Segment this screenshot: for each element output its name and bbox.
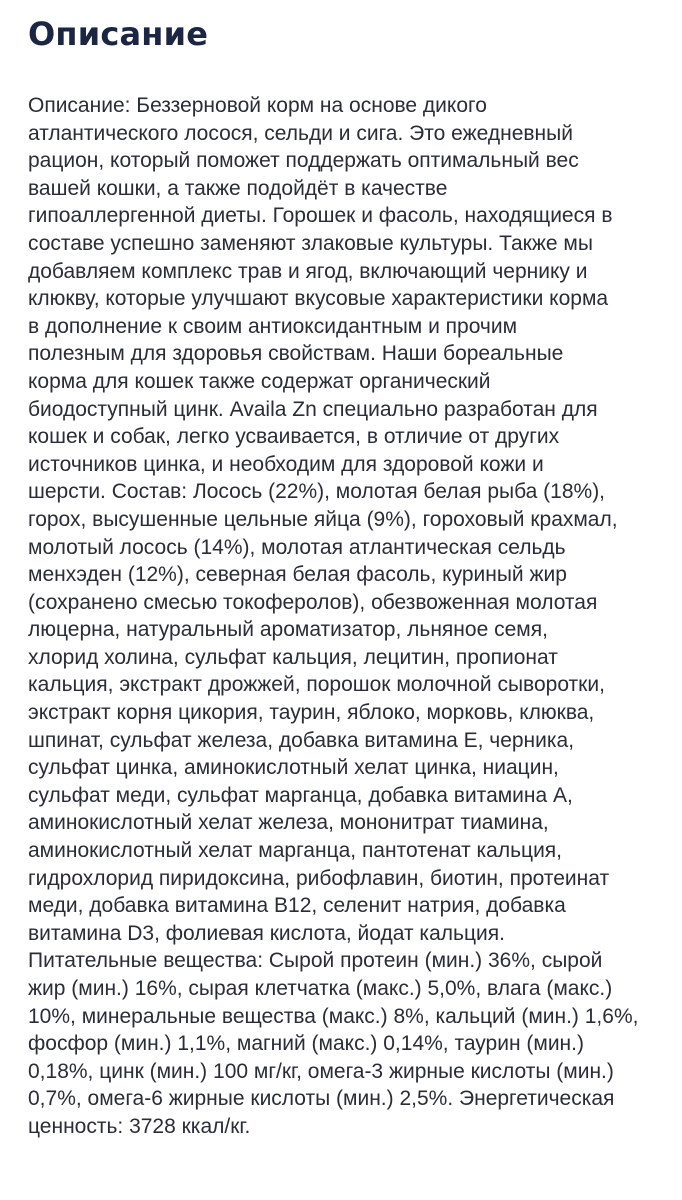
text-line: шерсти. Состав: Лосось (22%), молотая белая рыба (18%),: [28, 480, 606, 504]
text-line: фосфор (мин.) 1,1%, магний (макс.) 0,14%, таурин (мин.): [28, 1032, 584, 1056]
description-text: [28, 92, 658, 1141]
text-line: кальция, экстракт дрожжей, порошок молочной сыворотки,: [28, 673, 605, 697]
text-line: атлантического лосося, сельди и сига. Это ежедневный: [28, 121, 573, 145]
text-line: аминокислотный хелат железа, мононитрат тиамина,: [28, 811, 549, 835]
text-line: составе успешно заменяют злаковые культуры. Также мы: [28, 231, 593, 255]
text-line: рацион, который поможет поддержать оптимальный вес: [28, 149, 579, 173]
text-line: гидрохлорид пиридоксина, рибофлавин, биотин, протеинат: [28, 866, 610, 890]
text-line: сульфат цинка, аминокислотный хелат цинка, ниацин,: [28, 756, 559, 780]
text-line: корма для кошек также содержат органический: [28, 369, 491, 393]
text-line: добавляем комплекс трав и ягод, включающий чернику и: [28, 259, 588, 283]
text-line: меди, добавка витамина В12, селенит натрия, добавка: [28, 894, 566, 918]
text-line: сульфат меди, сульфат марганца, добавка витамина А,: [28, 783, 573, 807]
text-line: кошек и собак, легко усваивается, в отличие от других: [28, 425, 560, 449]
text-line: горох, высушенные цельные яйца (9%), гороховый крахмал,: [28, 507, 618, 531]
text-line: вашей кошки, а также подойдёт в качестве: [28, 176, 448, 200]
text-line: аминокислотный хелат марганца, пантотенат кальция,: [28, 839, 563, 863]
text-line: полезным для здоровья свойствам. Наши бореальные: [28, 342, 564, 366]
text-line: витамина D3, фолиевая кислота, йодат кальция.: [28, 921, 505, 945]
text-line: хлорид холина, сульфат кальция, лецитин, пропионат: [28, 645, 558, 669]
text-line: ценность: 3728 ккал/кг.: [28, 1114, 251, 1138]
text-line: гипоаллергенной диеты. Горошек и фасоль, находящиеся в: [28, 204, 613, 228]
text-line: молотый лосось (14%), молотая атлантическая сельдь: [28, 535, 566, 559]
text-line: экстракт корня цикория, таурин, яблоко, морковь, клюква,: [28, 701, 595, 725]
text-line: Питательные вещества: Сырой протеин (мин.) 36%, сырой: [28, 949, 603, 973]
text-line: жир (мин.) 16%, сырая клетчатка (макс.) 5,0%, влага (макс.): [28, 977, 613, 1000]
text-line: клюкву, которые улучшают вкусовые характеристики корма: [28, 287, 609, 311]
text-line: биодоступный цинк. Availa Zn специально разработан для: [28, 397, 598, 421]
text-line: 0,7%, омега-6 жирные кислоты (мин.) 2,5%. Энергетическая: [28, 1087, 615, 1111]
text-line: источников цинка, и необходим для здоровой кожи и: [28, 452, 544, 476]
text-line: люцерна, натуральный ароматизатор, льняное семя,: [28, 618, 548, 642]
text-line: в дополнение к своим антиоксидантным и прочим: [28, 314, 518, 338]
text-line: шпинат, сульфат железа, добавка витамина Е, черника,: [28, 728, 575, 752]
text-line: (сохранено смесью токоферолов), обезвоженная молотая: [28, 590, 598, 614]
description-section: [28, 0, 658, 1141]
text-line: Описание: Беззерновой корм на основе дикого: [28, 94, 487, 117]
text-line: 0,18%, цинк (мин.) 100 мг/кг, омега-3 жирные кислоты (мин.): [28, 1059, 614, 1083]
text-line: 10%, минеральные вещества (макс.) 8%, кальций (мин.) 1,6%,: [28, 1004, 639, 1028]
page-title: Описание: [28, 15, 209, 53]
text-line: менхэден (12%), северная белая фасоль, куриный жир: [28, 563, 567, 587]
